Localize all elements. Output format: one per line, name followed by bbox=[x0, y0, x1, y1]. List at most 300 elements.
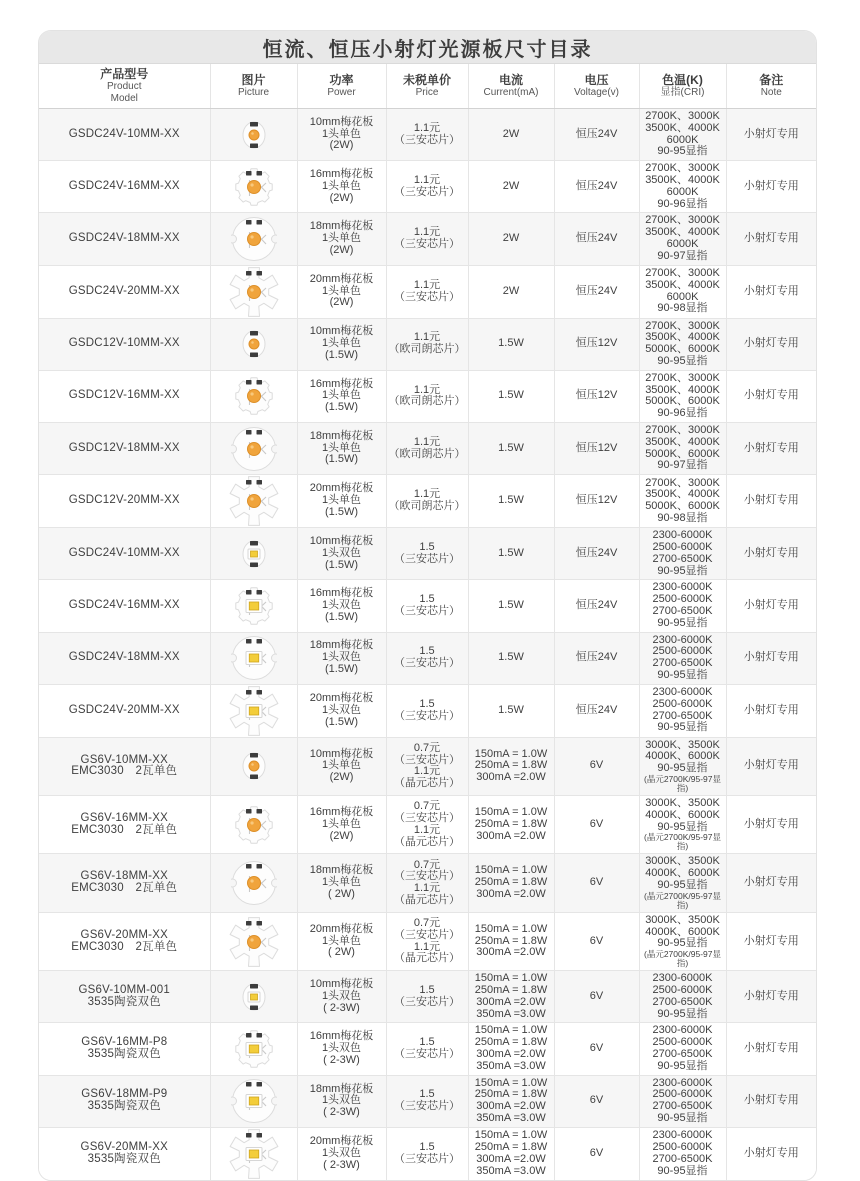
power-text: ( 2-3W) bbox=[323, 1001, 360, 1014]
note-text: 小射灯专用 bbox=[743, 1042, 799, 1055]
cell-note bbox=[726, 370, 816, 422]
cct-text: 2700-6500K bbox=[652, 709, 713, 722]
power-text: 20mm梅花板 bbox=[309, 272, 374, 285]
price-text: 1.1元 bbox=[413, 882, 441, 895]
voltage-text: 恒压24V bbox=[575, 179, 618, 192]
cell-price bbox=[386, 854, 468, 912]
current-text: 300mA =2.0W bbox=[476, 1048, 546, 1061]
cell-note bbox=[726, 213, 816, 265]
note-text: 小射灯专用 bbox=[743, 232, 799, 245]
column-header-text: 显指(CRI) bbox=[660, 87, 705, 98]
cell-current bbox=[468, 632, 554, 684]
cct-text: 90-96显指 bbox=[657, 407, 708, 420]
model-text: GS6V-10MM-XX bbox=[80, 753, 168, 766]
model-text: GSDC12V-10MM-XX bbox=[68, 337, 180, 350]
cell-power bbox=[297, 796, 386, 854]
current-text: 1.5W bbox=[498, 546, 524, 559]
current-text: 250mA = 1.8W bbox=[474, 1141, 548, 1154]
cell-picture bbox=[210, 265, 297, 318]
price-text: （三安芯片） bbox=[394, 185, 460, 198]
power-text: 1头单色 bbox=[321, 876, 362, 889]
column-header-cct bbox=[639, 64, 726, 109]
column-header-text: Product bbox=[107, 81, 142, 92]
price-text: （三安芯片） bbox=[394, 237, 460, 250]
cell-model bbox=[39, 475, 210, 528]
cell-power bbox=[297, 1127, 386, 1180]
current-text: 150mA = 1.0W bbox=[474, 806, 548, 819]
price-text: 1.1元 bbox=[413, 488, 441, 501]
cell-cct bbox=[639, 161, 726, 213]
cct-text: 2700-6500K bbox=[652, 1152, 713, 1165]
cell-current bbox=[468, 318, 554, 370]
price-text: 1.1元 bbox=[413, 765, 441, 778]
price-text: （三安芯片） bbox=[394, 290, 460, 303]
model-text: GS6V-20MM-XX bbox=[80, 1141, 168, 1154]
note-text: 小射灯专用 bbox=[743, 1146, 799, 1159]
note-text: 小射灯专用 bbox=[743, 934, 799, 947]
power-text: 1头双色 bbox=[321, 1146, 362, 1159]
pcb-board-image-16-single bbox=[234, 805, 274, 845]
cct-text: 2700-6500K bbox=[652, 995, 713, 1008]
price-text: （三安芯片） bbox=[394, 1100, 460, 1113]
cell-power bbox=[297, 109, 386, 161]
power-text: 18mm梅花板 bbox=[309, 864, 374, 877]
table-row bbox=[39, 370, 816, 422]
cct-text: 3000K、3500K bbox=[645, 855, 720, 868]
cell-power bbox=[297, 632, 386, 684]
price-text: 1.1元 bbox=[413, 331, 441, 344]
cell-model bbox=[39, 796, 210, 854]
cct-text: 3000K、3500K bbox=[645, 738, 720, 751]
voltage-text: 恒压24V bbox=[575, 546, 618, 559]
model-text: EMC3030 2瓦单色 bbox=[71, 882, 178, 895]
power-text: 16mm梅花板 bbox=[309, 1030, 374, 1043]
pcb-board-image-18-single bbox=[231, 860, 277, 906]
column-header-picture bbox=[210, 64, 297, 109]
price-text: （三安芯片） bbox=[394, 995, 460, 1008]
cell-picture bbox=[210, 109, 297, 161]
cell-voltage bbox=[554, 213, 639, 265]
current-text: 300mA =2.0W bbox=[476, 771, 546, 784]
power-text: 1头双色 bbox=[321, 1042, 362, 1055]
cct-text: 2700K、3000K bbox=[645, 476, 720, 489]
cell-picture bbox=[210, 684, 297, 737]
cell-voltage bbox=[554, 971, 639, 1023]
cell-power bbox=[297, 971, 386, 1023]
cell-current bbox=[468, 796, 554, 854]
pcb-board-image-18-single bbox=[231, 216, 277, 262]
price-text: 1.1元 bbox=[413, 940, 441, 953]
note-text: 小射灯专用 bbox=[743, 494, 799, 507]
cct-text: 90-98显指 bbox=[657, 511, 708, 524]
price-text: （欧司朗芯片） bbox=[388, 343, 466, 356]
cell-picture bbox=[210, 580, 297, 632]
current-text: 250mA = 1.8W bbox=[474, 1088, 548, 1101]
model-text: EMC3030 2瓦单色 bbox=[71, 765, 178, 778]
power-text: 1头单色 bbox=[321, 179, 362, 192]
cct-text: 2500-6000K bbox=[652, 697, 713, 710]
power-text: 1头双色 bbox=[321, 703, 362, 716]
price-text: （三安芯片） bbox=[394, 604, 460, 617]
cct-text: 2700K、3000K bbox=[645, 110, 720, 122]
cct-text: 2700K、3000K bbox=[645, 423, 720, 436]
cell-power bbox=[297, 1075, 386, 1127]
cell-model bbox=[39, 318, 210, 370]
current-text: 300mA =2.0W bbox=[476, 1152, 546, 1165]
cell-cct bbox=[639, 318, 726, 370]
cct-text: 3000K、3500K bbox=[645, 797, 720, 810]
cell-picture bbox=[210, 318, 297, 370]
cell-power bbox=[297, 580, 386, 632]
cell-cct bbox=[639, 632, 726, 684]
note-text: 小射灯专用 bbox=[743, 599, 799, 611]
cell-note bbox=[726, 475, 816, 528]
current-text: 300mA =2.0W bbox=[476, 1100, 546, 1113]
column-header-text: Current(mA) bbox=[483, 87, 539, 98]
cell-price bbox=[386, 1023, 468, 1075]
cell-voltage bbox=[554, 475, 639, 528]
cell-note bbox=[726, 580, 816, 632]
current-text: 350mA =3.0W bbox=[476, 1164, 546, 1177]
cct-text: 90-95显指 bbox=[657, 564, 708, 577]
header-row bbox=[39, 64, 816, 109]
price-text: （三安芯片） bbox=[394, 811, 460, 824]
note-text: 小射灯专用 bbox=[743, 651, 799, 664]
price-text: （欧司朗芯片） bbox=[388, 395, 466, 408]
cct-text: 3500K、4000K bbox=[645, 383, 720, 396]
power-text: 1头单色 bbox=[321, 337, 362, 350]
cct-text: 90-96显指 bbox=[657, 197, 708, 210]
cell-power bbox=[297, 370, 386, 422]
pcb-board-image-18-single bbox=[231, 426, 277, 472]
cell-current bbox=[468, 475, 554, 528]
cell-picture bbox=[210, 161, 297, 213]
price-text: 1.1元 bbox=[413, 278, 441, 291]
current-text: 150mA = 1.0W bbox=[474, 1076, 548, 1089]
cell-price bbox=[386, 971, 468, 1023]
cell-cct bbox=[639, 213, 726, 265]
cct-text: 3500K、4000K bbox=[645, 488, 720, 501]
column-header-text: Price bbox=[415, 87, 439, 98]
table-row bbox=[39, 528, 816, 580]
cct-text: 3500K、4000K bbox=[645, 121, 720, 134]
pcb-board-image-18-dual bbox=[231, 1078, 277, 1124]
cell-voltage bbox=[554, 109, 639, 161]
cell-note bbox=[726, 422, 816, 474]
cell-note bbox=[726, 737, 816, 795]
cell-price bbox=[386, 632, 468, 684]
price-text: 0.7元 bbox=[413, 858, 441, 871]
cell-price bbox=[386, 737, 468, 795]
note-text: 小射灯专用 bbox=[743, 337, 799, 350]
cell-price bbox=[386, 265, 468, 318]
cct-text: 2700-6500K bbox=[652, 552, 713, 565]
cct-text: (晶元2700K/95-97显指) bbox=[643, 832, 721, 852]
note-text: 小射灯专用 bbox=[743, 389, 799, 402]
cell-model bbox=[39, 737, 210, 795]
cell-note bbox=[726, 318, 816, 370]
column-header-text: 电流 bbox=[498, 73, 523, 87]
column-header-text: 色温(K) bbox=[662, 73, 703, 87]
column-header-power bbox=[297, 64, 386, 109]
cell-note bbox=[726, 265, 816, 318]
cct-text: 3500K、4000K bbox=[645, 435, 720, 448]
cell-cct bbox=[639, 912, 726, 970]
cct-text: 2700K、3000K bbox=[645, 319, 720, 332]
cct-text: 90-95显指 bbox=[657, 668, 708, 681]
cell-voltage bbox=[554, 370, 639, 422]
voltage-text: 恒压24V bbox=[575, 127, 618, 140]
column-header-voltage bbox=[554, 64, 639, 109]
cell-model bbox=[39, 632, 210, 684]
current-text: 1.5W bbox=[498, 599, 524, 611]
cell-current bbox=[468, 109, 554, 161]
model-text: GSDC12V-18MM-XX bbox=[68, 441, 180, 454]
note-text: 小射灯专用 bbox=[743, 876, 799, 889]
power-text: ( 2W) bbox=[328, 888, 355, 901]
cell-picture bbox=[210, 370, 297, 422]
cell-voltage bbox=[554, 422, 639, 474]
cell-current bbox=[468, 971, 554, 1023]
current-text: 1.5W bbox=[498, 703, 524, 716]
cell-picture bbox=[210, 528, 297, 580]
power-text: 1头单色 bbox=[321, 389, 362, 402]
cell-current bbox=[468, 422, 554, 474]
table-row bbox=[39, 1075, 816, 1127]
cell-power bbox=[297, 912, 386, 970]
price-text: （晶元芯片） bbox=[394, 835, 460, 848]
column-header-text: 未税单价 bbox=[402, 73, 451, 87]
cell-price bbox=[386, 1127, 468, 1180]
power-text: ( 2-3W) bbox=[323, 1053, 360, 1066]
price-text: 0.7元 bbox=[413, 916, 441, 929]
current-text: 250mA = 1.8W bbox=[474, 876, 548, 889]
cell-cct bbox=[639, 475, 726, 528]
note-text: 小射灯专用 bbox=[743, 441, 799, 454]
cell-picture bbox=[210, 1075, 297, 1127]
cct-text: 5000K、6000K bbox=[645, 343, 720, 356]
voltage-text: 恒压24V bbox=[575, 651, 618, 664]
cell-cct bbox=[639, 422, 726, 474]
model-text: GSDC24V-16MM-XX bbox=[68, 599, 180, 611]
cell-note bbox=[726, 971, 816, 1023]
cell-current bbox=[468, 854, 554, 912]
cell-price bbox=[386, 213, 468, 265]
column-header-text: 图片 bbox=[241, 73, 266, 87]
cell-model bbox=[39, 854, 210, 912]
current-text: 1.5W bbox=[498, 389, 524, 402]
cell-current bbox=[468, 1127, 554, 1180]
cell-model bbox=[39, 370, 210, 422]
model-text: 3535陶瓷双色 bbox=[87, 1100, 161, 1113]
cct-text: 5000K、6000K bbox=[645, 500, 720, 513]
cct-text: 90-95显指 bbox=[657, 1164, 708, 1177]
cell-picture bbox=[210, 796, 297, 854]
cell-note bbox=[726, 109, 816, 161]
pcb-board-image-16-single bbox=[234, 376, 274, 416]
cct-text: 2500-6000K bbox=[652, 984, 713, 997]
cell-voltage bbox=[554, 854, 639, 912]
cell-current bbox=[468, 370, 554, 422]
table-row bbox=[39, 213, 816, 265]
cct-text: 2500-6000K bbox=[652, 1036, 713, 1049]
cct-text: 2500-6000K bbox=[652, 593, 713, 606]
cct-text: 6000K bbox=[666, 237, 699, 250]
cct-text: 2300-6000K bbox=[652, 581, 713, 594]
price-text: （欧司朗芯片） bbox=[388, 500, 466, 513]
table-row bbox=[39, 912, 816, 970]
cct-text: 2700K、3000K bbox=[645, 371, 720, 384]
current-text: 250mA = 1.8W bbox=[474, 817, 548, 830]
cell-power bbox=[297, 737, 386, 795]
current-text: 1.5W bbox=[498, 651, 524, 664]
cct-text: 4000K、6000K bbox=[645, 808, 720, 821]
table-row bbox=[39, 265, 816, 318]
table-row bbox=[39, 161, 816, 213]
cell-note bbox=[726, 912, 816, 970]
note-text: 小射灯专用 bbox=[743, 284, 799, 297]
pcb-board-image-18-dual bbox=[231, 635, 277, 681]
current-text: 150mA = 1.0W bbox=[474, 864, 548, 877]
cell-cct bbox=[639, 854, 726, 912]
pcb-board-image-16-dual bbox=[234, 586, 274, 626]
cell-voltage bbox=[554, 632, 639, 684]
pcb-board-image-20-single bbox=[228, 916, 280, 968]
model-text: GSDC24V-16MM-XX bbox=[68, 179, 180, 192]
catalog-table bbox=[39, 64, 816, 1180]
cell-picture bbox=[210, 854, 297, 912]
pcb-board-image-10-dual bbox=[239, 982, 269, 1012]
power-text: 20mm梅花板 bbox=[309, 482, 374, 495]
cct-text: 3500K、4000K bbox=[645, 226, 720, 239]
cct-text: 3500K、4000K bbox=[645, 331, 720, 344]
note-text: 小射灯专用 bbox=[743, 179, 799, 192]
cell-price bbox=[386, 475, 468, 528]
cell-note bbox=[726, 796, 816, 854]
cell-price bbox=[386, 912, 468, 970]
cell-voltage bbox=[554, 912, 639, 970]
cell-current bbox=[468, 213, 554, 265]
pcb-board-image-20-single bbox=[228, 266, 280, 318]
model-text: GSDC24V-20MM-XX bbox=[68, 284, 180, 297]
voltage-text: 恒压12V bbox=[575, 389, 618, 402]
current-text: 1.5W bbox=[498, 494, 524, 507]
power-text: 10mm梅花板 bbox=[309, 978, 374, 991]
table-row bbox=[39, 475, 816, 528]
cell-model bbox=[39, 580, 210, 632]
cell-price bbox=[386, 528, 468, 580]
cell-price bbox=[386, 109, 468, 161]
column-header-current bbox=[468, 64, 554, 109]
model-text: GS6V-16MM-XX bbox=[80, 811, 168, 824]
current-text: 250mA = 1.8W bbox=[474, 1036, 548, 1049]
cct-text: 2700K、3000K bbox=[645, 162, 720, 175]
power-text: (1.5W) bbox=[325, 506, 358, 519]
power-text: (1.5W) bbox=[325, 558, 358, 571]
current-text: 150mA = 1.0W bbox=[474, 922, 548, 935]
power-text: 20mm梅花板 bbox=[309, 1135, 374, 1148]
current-text: 150mA = 1.0W bbox=[474, 747, 548, 760]
current-text: 350mA =3.0W bbox=[476, 1007, 546, 1020]
cell-voltage bbox=[554, 1023, 639, 1075]
voltage-text: 恒压24V bbox=[575, 599, 618, 611]
price-text: 1.1元 bbox=[413, 121, 441, 134]
pcb-board-image-16-dual bbox=[234, 1029, 274, 1069]
cct-text: 5000K、6000K bbox=[645, 447, 720, 460]
cell-voltage bbox=[554, 1127, 639, 1180]
power-text: 10mm梅花板 bbox=[309, 535, 374, 548]
voltage-text: 恒压12V bbox=[575, 441, 618, 454]
cell-note bbox=[726, 684, 816, 737]
note-text: 小射灯专用 bbox=[743, 759, 799, 772]
cell-picture bbox=[210, 1023, 297, 1075]
cell-price bbox=[386, 684, 468, 737]
cell-picture bbox=[210, 912, 297, 970]
cell-cct bbox=[639, 265, 726, 318]
cell-cct bbox=[639, 796, 726, 854]
cct-text: 90-95显指 bbox=[657, 1007, 708, 1020]
cct-text: 2300-6000K bbox=[652, 972, 713, 985]
cct-text: 4000K、6000K bbox=[645, 750, 720, 763]
power-text: 16mm梅花板 bbox=[309, 168, 374, 181]
power-text: (2W) bbox=[329, 243, 354, 256]
table-row bbox=[39, 632, 816, 684]
pcb-board-image-20-single bbox=[228, 475, 280, 527]
pcb-board-image-16-single bbox=[234, 167, 274, 207]
column-header-text: Model bbox=[110, 93, 138, 104]
cell-cct bbox=[639, 737, 726, 795]
power-text: ( 2W) bbox=[328, 946, 355, 959]
column-header-note bbox=[726, 64, 816, 109]
cell-model bbox=[39, 684, 210, 737]
cell-voltage bbox=[554, 161, 639, 213]
model-text: GS6V-18MM-XX bbox=[80, 870, 168, 883]
price-text: （三安芯片） bbox=[394, 657, 460, 670]
power-text: 1头双色 bbox=[321, 546, 362, 559]
current-text: 300mA =2.0W bbox=[476, 829, 546, 842]
cell-model bbox=[39, 265, 210, 318]
cell-current bbox=[468, 580, 554, 632]
table-row bbox=[39, 422, 816, 474]
cell-picture bbox=[210, 632, 297, 684]
cct-text: 2700K、3000K bbox=[645, 214, 720, 227]
power-text: (2W) bbox=[329, 771, 354, 784]
cell-voltage bbox=[554, 737, 639, 795]
table-row bbox=[39, 737, 816, 795]
column-header-price bbox=[386, 64, 468, 109]
table-row bbox=[39, 971, 816, 1023]
pcb-board-image-10-single bbox=[239, 329, 269, 359]
price-text: （三安芯片） bbox=[394, 928, 460, 941]
voltage-text: 恒压12V bbox=[575, 494, 618, 507]
column-header-text: Voltage(v) bbox=[573, 87, 620, 98]
cct-text: (晶元2700K/95-97显指) bbox=[643, 774, 721, 794]
column-header-text: 电压 bbox=[584, 73, 609, 87]
voltage-text: 6V bbox=[589, 1094, 604, 1107]
power-text: 16mm梅花板 bbox=[309, 806, 374, 819]
cct-text: 2700-6500K bbox=[652, 657, 713, 670]
cell-model bbox=[39, 1075, 210, 1127]
current-text: 2W bbox=[502, 284, 520, 297]
cell-picture bbox=[210, 475, 297, 528]
power-text: 1头双色 bbox=[321, 599, 362, 611]
note-text: 小射灯专用 bbox=[743, 817, 799, 830]
power-text: 1头单色 bbox=[321, 494, 362, 507]
power-text: 16mm梅花板 bbox=[309, 377, 374, 390]
cct-text: 90-95显指 bbox=[657, 1112, 708, 1125]
current-text: 300mA =2.0W bbox=[476, 995, 546, 1008]
cell-model bbox=[39, 213, 210, 265]
